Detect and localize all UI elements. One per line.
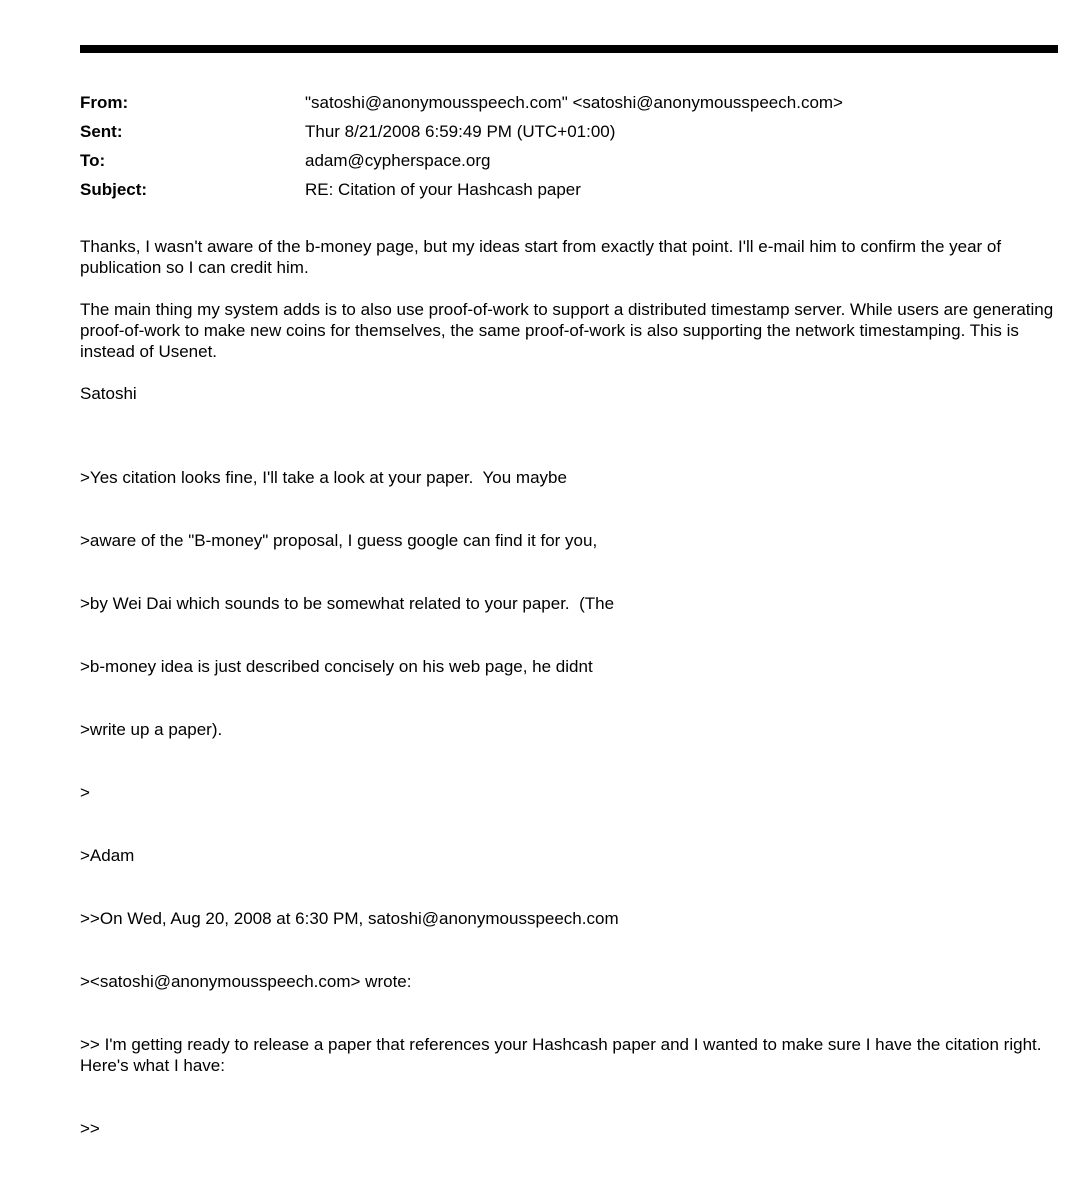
quoted-text [80, 425, 1070, 1181]
quoted-line: >by Wei Dai which sounds to be somewhat related to your paper. (The [80, 594, 615, 613]
header-rule [80, 45, 1058, 53]
to-value: adam@cypherspace.org [305, 150, 491, 170]
quoted-line: >> [80, 1119, 100, 1138]
sent-label: Sent: [80, 121, 123, 141]
quoted-line: > [80, 783, 90, 802]
from-value: "satoshi@anonymousspeech.com" <satoshi@anonymousspeech.com> [305, 92, 843, 112]
signature: Satoshi [80, 384, 137, 403]
quoted-line: >>On Wed, Aug 20, 2008 at 6:30 PM, satoshi@anonymousspeech.com [80, 909, 619, 928]
subject-value: RE: Citation of your Hashcash paper [305, 179, 581, 199]
header-from-row [80, 88, 1070, 117]
subject-label: Subject: [80, 179, 148, 199]
quoted-line: ><satoshi@anonymousspeech.com> wrote: [80, 972, 412, 991]
quoted-line: >Yes citation looks fine, I'll take a look at your paper. You maybe [80, 468, 567, 487]
to-label: To: [80, 150, 106, 170]
from-label: From: [80, 92, 129, 112]
body-paragraph-2: The main thing my system adds is to also use proof-of-work to support a distributed timestamp server. While users are generating proof-of-work to make new coins for themselves, the same proof-of-work is also supporting the network timestamping. This is instead of Usenet. [80, 300, 1054, 361]
body-paragraph-1: Thanks, I wasn't aware of the b-money page, but my ideas start from exactly that point. I'll e-mail him to confirm the year of publication so I can credit him. [80, 237, 1002, 277]
header-to-row [80, 146, 1070, 175]
header-sent-row [80, 117, 1070, 146]
sent-value: Thur 8/21/2008 6:59:49 PM (UTC+01:00) [305, 121, 616, 141]
header-subject-row [80, 175, 1070, 204]
quoted-line: >b-money idea is just described concisely on his web page, he didnt [80, 657, 593, 676]
email-headers [80, 88, 1070, 204]
quoted-line: >write up a paper). [80, 720, 223, 739]
quoted-line: >> I'm getting ready to release a paper that references your Hashcash paper and I wanted to make sure I have the citation right. Here's what I have: [80, 1035, 1051, 1075]
quoted-line: >Adam [80, 846, 135, 865]
quoted-line: >aware of the "B-money" proposal, I guess google can find it for you, [80, 531, 598, 550]
email-body [80, 236, 1070, 1181]
